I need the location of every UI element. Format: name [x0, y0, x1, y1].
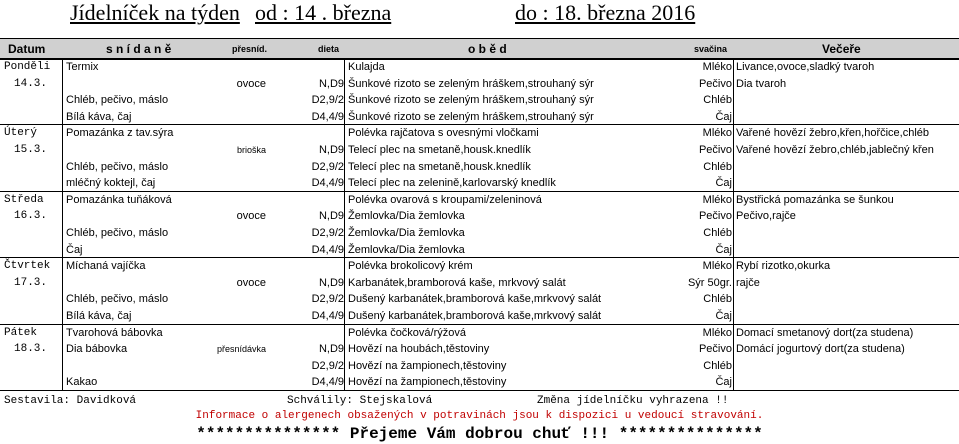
svacina-cell: Čaj [715, 110, 732, 123]
lunch-cell: Hovězí na žampionech,těstoviny [348, 359, 507, 372]
dinner-cell: Dia tvaroh [736, 77, 787, 90]
title-to: do : 18. března 2016 [515, 0, 696, 25]
diet-cell: N,D9 [318, 343, 344, 356]
diet-cell: D4,4/9 [311, 243, 344, 256]
diet-cell: D4,4/9 [311, 177, 344, 190]
lunch-cell: Žemlovka/Dia žemlovka [348, 227, 465, 239]
lunch-cell: Hovězí na žampionech,těstoviny [348, 376, 507, 389]
lunch-cell: Dušený karbanátek,bramborová kaše,mrkvový salát [348, 310, 602, 322]
table-row [0, 159, 959, 175]
breakfast-cell: Kakao [66, 376, 98, 389]
table-row [0, 374, 959, 390]
dinner-cell: Pečivo,rajče [736, 210, 796, 223]
menu-title [70, 0, 770, 26]
svacina-cell: Mléko [702, 193, 732, 206]
table-row [0, 92, 959, 108]
header-obed: o b ě d [468, 42, 507, 56]
diet-cell: D4,4/9 [311, 310, 344, 322]
footer-allergen-info: Informace o alergenech obsažených v potravinách jsou k dispozici u vedoucí stravování. [195, 410, 764, 422]
breakfast-cell: Chléb, pečivo, máslo [66, 293, 169, 306]
lunch-cell: Polévka brokolicový krém [348, 260, 473, 273]
table-row [0, 308, 959, 324]
diet-cell: D2,9/2 [311, 94, 344, 107]
header-dieta: dieta [318, 44, 340, 54]
breakfast-cell: Chléb, pečivo, máslo [66, 160, 169, 173]
lunch-cell: Šunkové rizoto se zeleným hráškem,strouhaný sýr [348, 94, 594, 107]
diet-cell: D4,4/9 [311, 110, 344, 123]
table-row [0, 109, 959, 125]
lunch-cell: Polévka ovarová s kroupami/zeleninová [348, 193, 542, 206]
diet-cell: D2,9/2 [311, 227, 344, 239]
diet-cell: N,D9 [318, 210, 344, 223]
dinner-cell: Vařené hovězí žebro,křen,hořčice,chléb [736, 127, 930, 140]
dinner-cell: Vařené hovězí žebro,chléb,jablečný křen [736, 144, 934, 156]
lunch-cell: Žemlovka/Dia žemlovka [348, 243, 465, 256]
footer-zmena: Změna jídelníčku vyhrazena !! [537, 395, 729, 407]
day-name: Pátek [4, 326, 38, 339]
footer-sestavila: Sestavila: Davidková [4, 395, 137, 407]
header-svacina: svačina [694, 44, 728, 54]
svacina-cell: Sýr 50gr. [687, 276, 732, 289]
table-row [0, 59, 959, 75]
header-presnid: přesníd. [232, 44, 268, 54]
table-row [0, 225, 959, 241]
svacina-cell: Mléko [702, 61, 732, 73]
snack-cell: přesnídávka [216, 344, 266, 355]
snack-cell: ovoce [236, 276, 266, 289]
svacina-cell: Mléko [702, 260, 732, 273]
dinner-cell: Bystřická pomazánka se šunkou [736, 193, 894, 206]
snack-cell: ovoce [236, 210, 266, 223]
footer-signatures [0, 395, 959, 409]
header-datum: Datum [8, 42, 46, 56]
table-bottom-border [0, 390, 959, 391]
day-name: Čtvrtek [4, 260, 51, 273]
dinner-cell: Domací smetanový dort(za studena) [736, 326, 914, 339]
table-row [0, 258, 959, 274]
dinner-cell: Rybí rizotko,okurka [736, 260, 831, 273]
title-from: od : 14 . března [255, 0, 392, 25]
snack-cell: ovoce [236, 77, 266, 90]
footer-schvalily: Schválily: Stejskalová [287, 395, 433, 407]
svacina-cell: Čaj [715, 243, 732, 256]
breakfast-cell: mléčný koktejl, čaj [66, 177, 156, 190]
lunch-cell: Telecí plec na smetaně,housk.knedlík [348, 160, 531, 173]
footer-wish: *************** Přejeme Vám dobrou chuť !!! *************** [196, 425, 763, 443]
diet-cell: D4,4/9 [311, 376, 344, 389]
svacina-cell: Chléb [703, 227, 732, 239]
dinner-cell: Domácí jogurtový dort(za studena) [736, 343, 905, 356]
lunch-cell: Kulajda [348, 61, 385, 73]
lunch-cell: Polévka čočková/rýžová [348, 326, 466, 339]
breakfast-cell: Dia bábovka [66, 343, 128, 356]
breakfast-cell: Pomazánka z tav.sýra [66, 127, 174, 140]
header-vecere: Večeře [822, 42, 861, 56]
snack-cell: brioška [236, 145, 266, 155]
table-row [0, 341, 959, 357]
breakfast-cell: Chléb, pečivo, máslo [66, 94, 169, 107]
table-row [0, 175, 959, 191]
lunch-cell: Polévka rajčatova s ovesnými vločkami [348, 127, 539, 140]
svacina-cell: Pečivo [698, 210, 732, 223]
table-row [0, 291, 959, 307]
svacina-cell: Čaj [715, 177, 732, 190]
lunch-cell: Dušený karbanátek,bramborová kaše,mrkvový salát [348, 293, 602, 306]
svacina-cell: Pečivo [698, 77, 732, 90]
svacina-cell: Mléko [702, 326, 732, 339]
table-row [0, 142, 959, 158]
breakfast-cell: Pomazánka tuňáková [66, 193, 172, 206]
lunch-cell: Šunkové rizoto se zeleným hráškem,strouhaný sýr [348, 77, 594, 90]
lunch-cell: Telecí plec na smetaně,housk.knedlík [348, 144, 531, 156]
table-header [0, 38, 959, 60]
table-row [0, 208, 959, 224]
lunch-cell: Telecí plec na zelenině,karlovarský knedlík [348, 177, 556, 190]
day-date: 16.3. [14, 210, 48, 223]
day-date: 15.3. [14, 144, 48, 156]
svacina-cell: Pečivo [698, 144, 732, 156]
table-row [0, 358, 959, 374]
breakfast-cell: Míchaná vajíčka [66, 260, 146, 273]
breakfast-cell: Bílá káva, čaj [66, 310, 132, 322]
svacina-cell: Mléko [702, 127, 732, 140]
breakfast-cell: Termix [66, 61, 99, 73]
svacina-cell: Čaj [715, 310, 732, 322]
day-name: Ponděli [4, 61, 51, 73]
table-row [0, 325, 959, 341]
table-row [0, 275, 959, 291]
lunch-cell: Žemlovka/Dia žemlovka [348, 210, 465, 223]
header-snidane: s n í d a n ě [106, 42, 172, 56]
day-date: 18.3. [14, 343, 48, 356]
lunch-cell: Hovězí na houbách,těstoviny [348, 343, 490, 356]
day-name: Úterý [4, 127, 38, 140]
svacina-cell: Chléb [703, 293, 732, 306]
diet-cell: D2,9/2 [311, 359, 344, 372]
lunch-cell: Šunkové rizoto se zeleným hráškem,strouhaný sýr [348, 110, 594, 123]
table-row [0, 242, 959, 258]
svacina-cell: Čaj [715, 376, 732, 389]
day-name: Středa [4, 193, 44, 206]
breakfast-cell: Tvarohová bábovka [66, 326, 163, 339]
diet-cell: D2,9/2 [311, 293, 344, 306]
dinner-cell: Livance,ovoce,sladký tvaroh [736, 61, 875, 73]
svacina-cell: Chléb [703, 94, 732, 107]
svacina-cell: Pečivo [698, 343, 732, 356]
diet-cell: N,D9 [318, 276, 344, 289]
svacina-cell: Chléb [703, 160, 732, 173]
breakfast-cell: Bílá káva, čaj [66, 110, 132, 123]
dinner-cell: rajče [736, 276, 760, 289]
lunch-cell: Karbanátek,bramborová kaše, mrkvový salát [348, 276, 566, 289]
diet-cell: N,D9 [318, 77, 344, 90]
diet-cell: N,D9 [318, 144, 344, 156]
day-date: 17.3. [14, 276, 48, 289]
table-row [0, 125, 959, 141]
breakfast-cell: Čaj [66, 243, 83, 256]
title-heading: Jídelníček na týden [70, 0, 240, 25]
diet-cell: D2,9/2 [311, 160, 344, 173]
breakfast-cell: Chléb, pečivo, máslo [66, 227, 169, 239]
day-date: 14.3. [14, 77, 48, 90]
table-row [0, 76, 959, 92]
table-row [0, 192, 959, 208]
svacina-cell: Chléb [703, 359, 732, 372]
